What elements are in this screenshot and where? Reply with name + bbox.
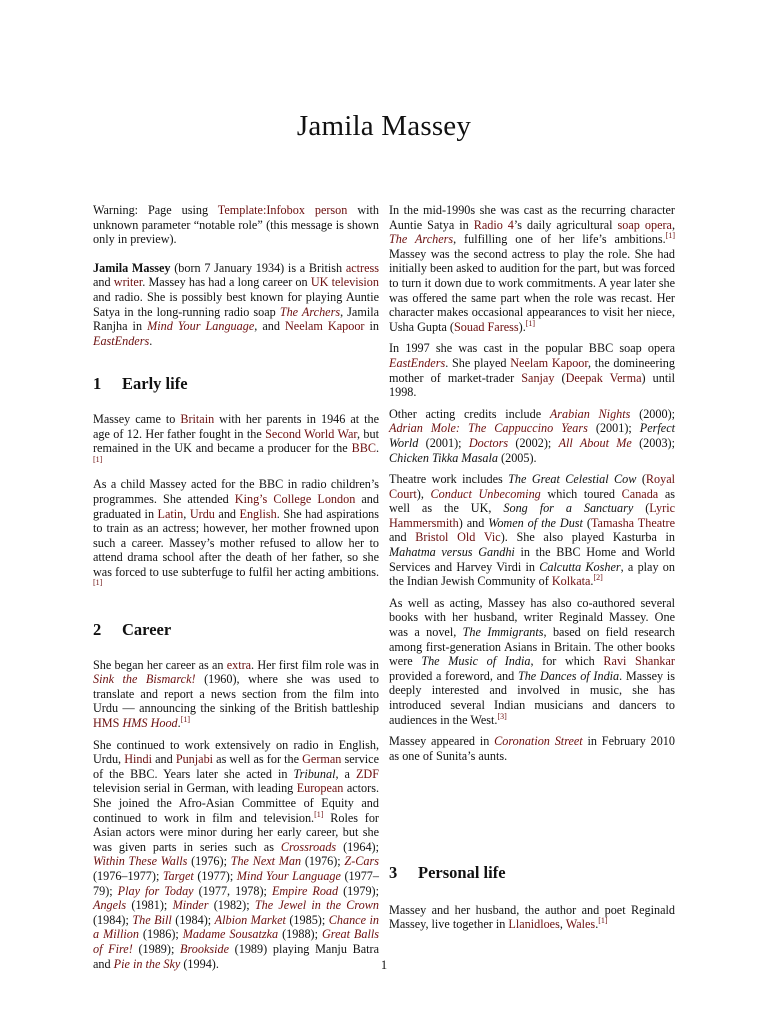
subject-name: Jamila Massey xyxy=(93,260,171,275)
link-the-archers[interactable]: The Archers xyxy=(279,304,341,319)
career-paragraph-1: She began her career as an extra. Her first film role was in Sink the Bismarck! (1960), where she was used to translate and report a news section from the film into Urdu — announcing the sinking of the British battleship HMS HMS Hood.[1] xyxy=(93,657,380,731)
citation-ref[interactable]: [1] xyxy=(598,916,608,926)
link-sink-the-bismarck[interactable]: Sink the Bismarck! xyxy=(93,672,196,687)
link-template-infobox[interactable]: Template:Infobox person xyxy=(217,203,348,217)
page-title: Jamila Massey xyxy=(296,110,472,142)
link-souad-faress[interactable]: Souad Faress xyxy=(453,319,519,334)
link-neelam-kapoor-2[interactable]: Neelam Kapoor xyxy=(510,355,588,370)
link-crossroads[interactable]: Crossroads xyxy=(280,839,337,854)
link-doctors[interactable]: Doctors xyxy=(468,435,509,450)
career-paragraph-3: In the mid-1990s she was cast as the recurring character Auntie Satya in Radio 4’s daily agricultural soap opera, The Archers, fulfilling one of her life’s ambitions.[1] Massey was the second actress to play the role. She had initially been asked to audition for the part, but was forced to turn it down due to work commitments. A year later she was offered the same part when the role was recast. Her character makes occasional appearances to visit her niece, Usha Gupta (Souad Faress).[1] xyxy=(389,203,675,334)
link-conduct-unbecoming[interactable]: Conduct Unbecoming xyxy=(430,486,541,501)
title-great-celestial-cow: The Great Celestial Cow xyxy=(508,472,637,487)
page-number: 1 xyxy=(380,958,388,972)
link-z-cars[interactable]: Z-Cars xyxy=(344,854,379,869)
link-hindi[interactable]: Hindi xyxy=(124,752,152,767)
link-within-these-walls[interactable]: Within These Walls xyxy=(93,854,188,869)
link-latin[interactable]: Latin xyxy=(157,506,184,521)
link-kings-college-london[interactable]: King’s College London xyxy=(234,491,356,506)
link-minder[interactable]: Minder xyxy=(172,898,209,913)
link-zdf[interactable]: ZDF xyxy=(355,766,379,781)
career-paragraph-6: Theatre work includes The Great Celestial Cow (Royal Court), Conduct Unbecoming which toured Canada as well as the UK, Song for a Sanctuary (Lyric Hammersmith) and Women of the Dust (Tamasha Theatre and Bristol Old Vic). She also played Kasturba in Mahatma versus Gandhi in the BBC Home and World Services and Harvey Virdi in Calcutta Kosher, a play on the Indian Jewish Community of Kolkata.[2] xyxy=(389,472,676,589)
title-calcutta-kosher: Calcutta Kosher xyxy=(539,559,621,574)
right-column xyxy=(389,203,675,770)
career-paragraph-8: Massey appeared in Coronation Street in February 2010 as one of Sunita’s aunts. xyxy=(389,734,675,763)
link-actress[interactable]: actress xyxy=(345,260,379,275)
link-jewel-in-the-crown[interactable]: The Jewel in the Crown xyxy=(254,898,379,913)
preview-warning: Warning: Page using Template:Infobox person with unknown parameter “notable role” (this message is shown only in preview). xyxy=(93,203,379,247)
career-paragraph-4: In 1997 she was cast in the popular BBC soap opera EastEnders. She played Neelam Kapoor, the domineering mother of market-trader Sanjay (Deepak Verma) until 1998. xyxy=(389,341,675,400)
title-mahatma-versus-gandhi: Mahatma versus Gandhi xyxy=(389,545,515,560)
link-kolkata[interactable]: Kolkata xyxy=(551,574,591,589)
link-extra[interactable]: extra xyxy=(226,657,252,672)
personal-life-paragraph-1: Massey and her husband, the author and poet Reginald Massey, live together in Llanidloes, Wales.[1] xyxy=(389,902,675,932)
link-play-for-today[interactable]: Play for Today xyxy=(117,883,194,898)
title-chicken-tikka-masala: Chicken Tikka Masala xyxy=(389,450,498,465)
citation-ref[interactable]: [1] xyxy=(180,714,191,724)
link-great-balls-of-fire[interactable]: Great Balls of Fire! xyxy=(93,927,379,956)
link-empire-road[interactable]: Empire Road xyxy=(271,883,339,898)
early-life-paragraph-1: Massey came to Britain with her parents in 1946 at the age of 12. Her father fought in the Second World War, but remained in the UK and became a producer for the BBC.[1] xyxy=(93,411,379,464)
link-target[interactable]: Target xyxy=(162,868,194,883)
citation-ref[interactable]: [1] xyxy=(525,318,536,328)
section-heading-early-life: 1 Early life xyxy=(93,374,188,394)
citation-ref[interactable]: [1] xyxy=(93,578,103,588)
career-paragraph-5: Other acting credits include Arabian Nights (2000); Adrian Mole: The Cappuccino Years (2001); Perfect World (2001); Doctors (2002); All About Me (2003); Chicken Tikka Masala (2005). xyxy=(389,406,676,465)
early-life-paragraph-2: As a child Massey acted for the BBC in radio children’s programmes. She attended King’s College London and graduated in Latin, Urdu and English. She had aspirations to train as an actress; however, her mother frowned upon such a career. Massey’s mother refused to allow her to attend drama school after the death of her father, so she was forced to use subterfuge to fulfil her acting ambitions.[1] xyxy=(93,477,380,588)
link-all-about-me[interactable]: All About Me xyxy=(558,435,632,450)
link-neelam-kapoor[interactable]: Neelam Kapoor xyxy=(284,319,365,334)
link-angels[interactable]: Angels xyxy=(93,898,127,913)
link-bbc[interactable]: BBC xyxy=(351,441,376,456)
link-the-bill[interactable]: The Bill xyxy=(132,912,172,927)
link-the-archers-2[interactable]: The Archers xyxy=(389,232,454,247)
citation-ref[interactable]: [1] xyxy=(93,454,103,464)
title-the-immigrants: The Immigrants xyxy=(462,625,544,640)
link-punjabi[interactable]: Punjabi xyxy=(175,752,214,767)
link-eastenders[interactable]: EastEnders xyxy=(93,333,150,348)
link-mind-your-language[interactable]: Mind Your Language xyxy=(147,319,255,334)
intro-paragraph: Jamila Massey (born 7 January 1934) is a British actress and writer. Massey has had a long career on UK television and radio. She is possibly best known for playing Auntie Satya in the long-running radio soap The Archers, Jamila Ranjha in Mind Your Language, and Neelam Kapoor in EastEnders. xyxy=(93,260,380,348)
title-perfect-world: Perfect World xyxy=(389,421,675,450)
link-urdu[interactable]: Urdu xyxy=(189,506,215,521)
link-mind-your-language-2[interactable]: Mind Your Language xyxy=(236,868,341,883)
link-lyric-hammersmith[interactable]: Lyric Hammersmith xyxy=(389,501,675,530)
section-heading-personal-life: 3 Personal life xyxy=(389,863,506,882)
link-tamasha-theatre[interactable]: Tamasha Theatre xyxy=(590,515,676,530)
link-hms-hood[interactable]: HMS HMS Hood xyxy=(93,716,178,731)
link-european[interactable]: European xyxy=(296,781,344,796)
link-chance-in-a-million[interactable]: Chance in a Million xyxy=(93,912,379,942)
link-wales[interactable]: Wales xyxy=(565,917,596,932)
link-soap-opera[interactable]: soap opera xyxy=(617,217,672,232)
link-royal-court[interactable]: Royal Court xyxy=(389,472,676,501)
link-britain[interactable]: Britain xyxy=(180,411,215,426)
title-tribunal: Tribunal xyxy=(293,766,336,781)
link-english[interactable]: English xyxy=(239,506,277,521)
citation-ref[interactable]: [3] xyxy=(497,711,507,721)
section-heading-career: 2 Career xyxy=(93,620,172,640)
link-canada[interactable]: Canada xyxy=(621,486,659,501)
link-llanidloes[interactable]: Llanidloes xyxy=(508,917,560,932)
link-ravi-shankar[interactable]: Ravi Shankar xyxy=(603,654,675,669)
link-brookside[interactable]: Brookside xyxy=(180,941,229,956)
link-arabian-nights[interactable]: Arabian Nights xyxy=(549,406,631,421)
personal-life-block xyxy=(389,863,675,939)
citation-ref[interactable]: [2] xyxy=(593,573,603,583)
career-paragraph-7: As well as acting, Massey has also co-authored several books with her husband, writer Reginald Massey. One was a novel, The Immigrants, based on field research among first-generation Asians in Britain. The other books were The Music of India, for which Ravi Shankar provided a foreword, and The Dances of India. Massey is deeply interested and involved in music, she has introduced several Indian musicians and dancers to audiences in the West.[3] xyxy=(389,595,675,727)
title-music-of-india: The Music of India xyxy=(421,654,531,669)
title-women-of-the-dust: Women of the Dust xyxy=(488,515,583,530)
link-adrian-mole[interactable]: Adrian Mole: The Cappuccino Years xyxy=(389,421,588,436)
link-writer[interactable]: writer xyxy=(113,275,143,290)
link-coronation-street[interactable]: Coronation Street xyxy=(494,734,583,749)
link-radio-4[interactable]: Radio 4 xyxy=(473,217,514,232)
link-deepak-verma[interactable]: Deepak Verma xyxy=(565,370,642,385)
link-sanjay[interactable]: Sanjay xyxy=(521,370,555,385)
link-the-next-man[interactable]: The Next Man xyxy=(230,854,302,869)
link-pie-in-the-sky[interactable]: Pie in the Sky xyxy=(113,956,181,971)
career-paragraph-2: She continued to work extensively on radio in English, Urdu, Hindi and Punjabi as well as for the German service of the BBC. Years later she acted in Tribunal, a ZDF television serial in German, with leading European actors. She joined the Afro-Asian Committee of Equity and continued to work in film and television.[1] Roles for Asian actors were minor during her early career, but she was given parts in series such as Crossroads (1964); Within These Walls (1976); The Next Man (1976); Z-Cars (1976–1977); Target (1977); Mind Your Language (1977–79); Play for Today (1977, 1978); Empire Road (1979); Angels (1981); Minder (1982); The Jewel in the Crown (1984); The Bill (1984); Albion Market (1985); Chance in a Million (1986); Madame Sousatzka (1988); Great Balls of Fire! (1989); Brookside (1989) playing Manju Batra and Pie in the Sky (1994). xyxy=(93,737,379,971)
link-uk-television[interactable]: UK television xyxy=(310,275,379,290)
citation-ref[interactable]: [1] xyxy=(665,231,675,241)
link-albion-market[interactable]: Albion Market xyxy=(214,912,286,927)
link-eastenders-2[interactable]: EastEnders xyxy=(389,355,446,370)
link-bristol-old-vic[interactable]: Bristol Old Vic xyxy=(415,530,501,545)
link-german[interactable]: German xyxy=(302,752,342,767)
link-second-world-war[interactable]: Second World War xyxy=(265,426,357,441)
left-column xyxy=(93,203,379,978)
citation-ref[interactable]: [1] xyxy=(314,809,324,819)
title-dances-of-india: The Dances of India xyxy=(517,668,620,683)
title-song-for-a-sanctuary: Song for a Sanctuary xyxy=(503,501,634,516)
link-madame-sousatzka[interactable]: Madame Sousatzka xyxy=(182,927,279,942)
